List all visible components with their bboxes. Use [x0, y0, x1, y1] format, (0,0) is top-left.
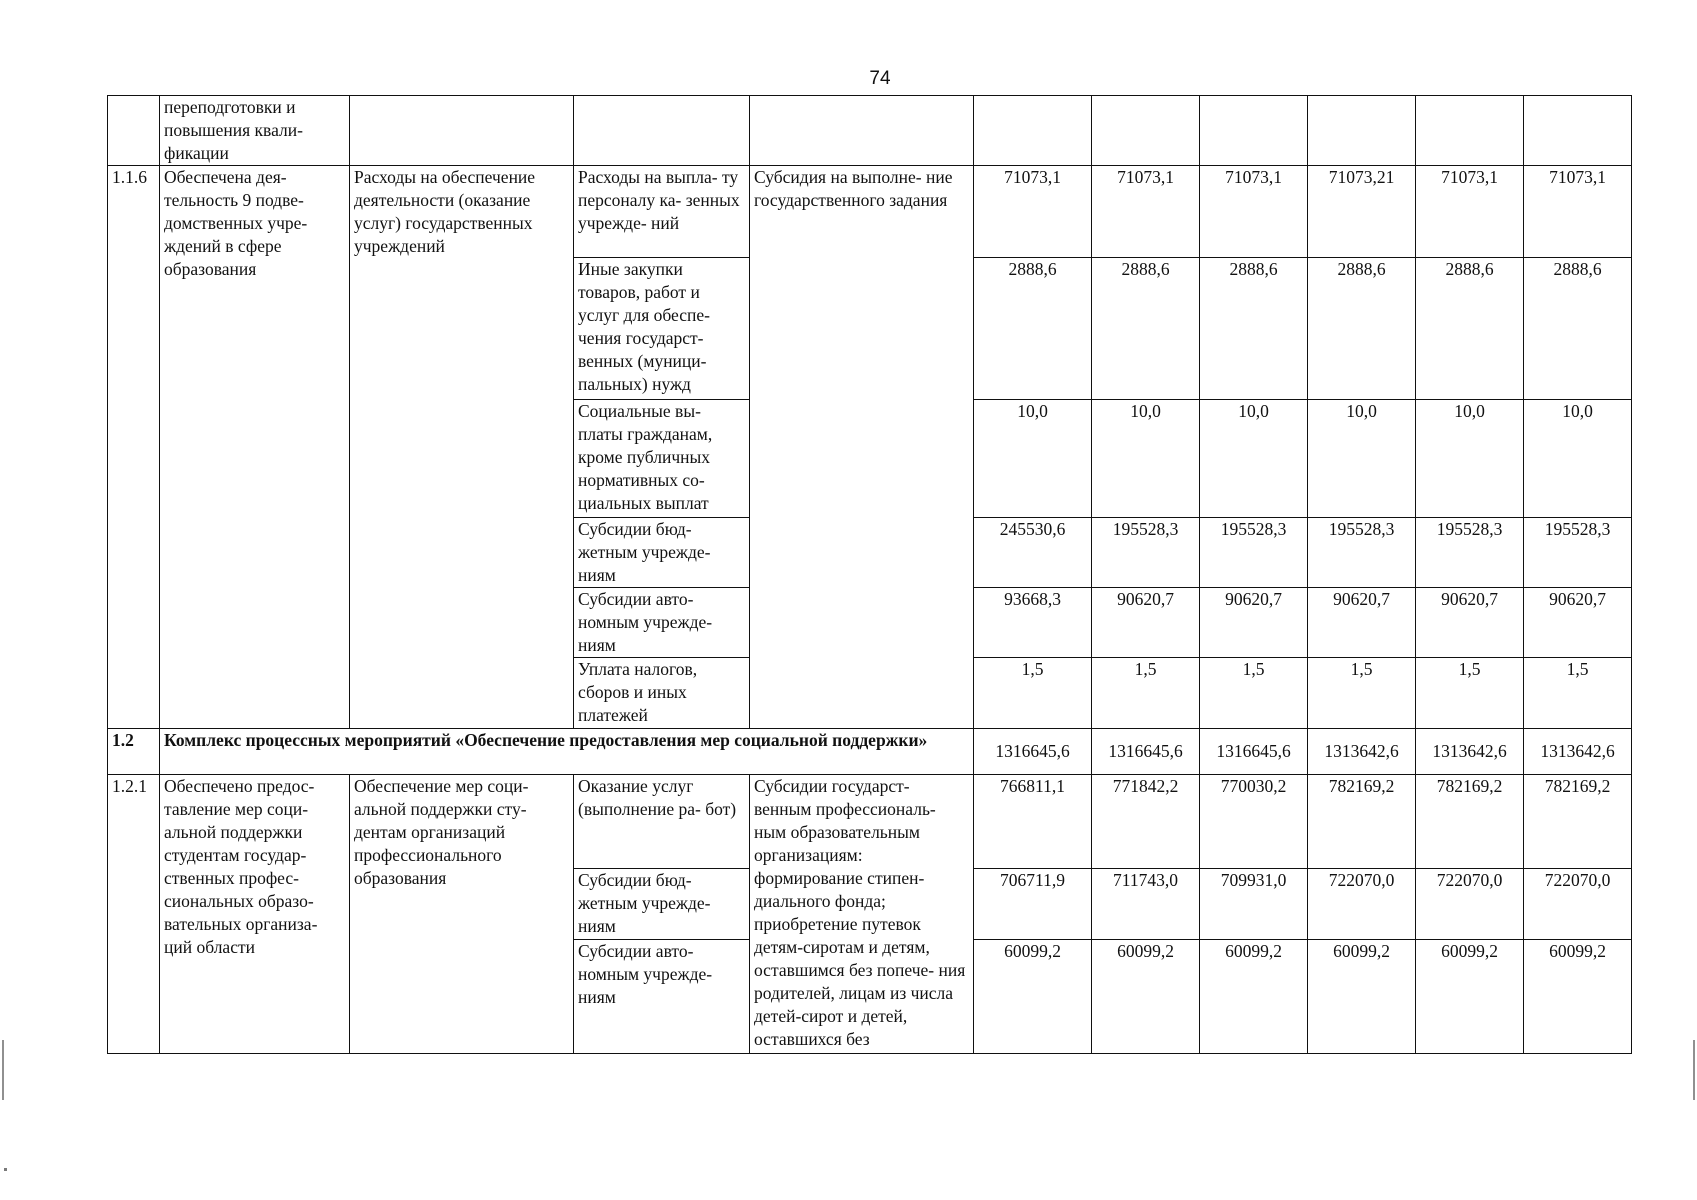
expense-type-cell: Субсидии бюд- жетным учрежде- ниям	[574, 869, 750, 940]
value-cell: 60099,2	[1200, 940, 1308, 1054]
measure-cell: Обеспечение мер соци- альной поддержки сту- дентам организаций профессионального образования	[350, 775, 574, 1054]
funding-cell: Субсидия на выполне- ние государственного задания	[750, 166, 974, 729]
expense-type-cell: Субсидии авто- номным учрежде- ниям	[574, 940, 750, 1054]
section-title-cell: Комплекс процессных мероприятий «Обеспечение предоставления мер социальной поддержки»	[160, 729, 974, 775]
expense-type-cell: Расходы на выпла- ту персоналу ка- зенных учрежде- ний	[574, 166, 750, 258]
name-cell: Обеспечено предос- тавление мер соци- альной поддержки студентам государ- ственных профес- сиональных образо- вательных организа- ций области	[160, 775, 350, 1054]
value-cell: 10,0	[1308, 400, 1416, 518]
value-cell: 71073,1	[1524, 166, 1632, 258]
value-cell: 2888,6	[1524, 258, 1632, 400]
value-cell: 782169,2	[1308, 775, 1416, 869]
num-cell: 1.1.6	[108, 166, 160, 729]
value-cell: 90620,7	[1092, 588, 1200, 658]
value-cell: 93668,3	[974, 588, 1092, 658]
expense-type-cell: Социальные вы- платы гражданам, кроме публичных нормативных со- циальных выплат	[574, 400, 750, 518]
value-cell: 2888,6	[1416, 258, 1524, 400]
value-cell: 60099,2	[1524, 940, 1632, 1054]
value-cell: 766811,1	[974, 775, 1092, 869]
page-number: 74	[869, 68, 891, 89]
value-cell: 90620,7	[1308, 588, 1416, 658]
value-cell: 770030,2	[1200, 775, 1308, 869]
section-value-cell: 1313642,6	[1524, 729, 1632, 775]
value-cell: 71073,1	[1200, 166, 1308, 258]
value-cell: 195528,3	[1308, 518, 1416, 588]
expense-type-cell: Уплата налогов, сборов и иных платежей	[574, 658, 750, 729]
value-cell: 60099,2	[1092, 940, 1200, 1054]
name-cell: переподготовки и повышения квали- фикации	[160, 96, 350, 166]
value-cell: 709931,0	[1200, 869, 1308, 940]
value-cell: 60099,2	[1416, 940, 1524, 1054]
scan-mark	[2, 1040, 4, 1100]
value-cell: 722070,0	[1416, 869, 1524, 940]
value-cell: 90620,7	[1524, 588, 1632, 658]
value-cell: 71073,1	[974, 166, 1092, 258]
value-cell: 706711,9	[974, 869, 1092, 940]
scan-mark	[1693, 1040, 1695, 1100]
section-value-cell: 1313642,6	[1308, 729, 1416, 775]
value-cell: 711743,0	[1092, 869, 1200, 940]
section-value-cell: 1316645,6	[974, 729, 1092, 775]
value-cell: 2888,6	[974, 258, 1092, 400]
name-cell: Обеспечена дея- тельность 9 подве- домственных учре- ждений в сфере образования	[160, 166, 350, 729]
value-cell: 10,0	[1092, 400, 1200, 518]
value-cell: 782169,2	[1524, 775, 1632, 869]
value-cell: 1,5	[1416, 658, 1524, 729]
value-cell: 771842,2	[1092, 775, 1200, 869]
value-cell: 195528,3	[1416, 518, 1524, 588]
scan-mark	[4, 1168, 7, 1171]
value-cell: 71073,1	[1092, 166, 1200, 258]
table-row	[108, 96, 1632, 166]
value-cell: 2888,6	[1308, 258, 1416, 400]
value-cell: 90620,7	[1200, 588, 1308, 658]
measure-cell: Расходы на обеспечение деятельности (оказание услуг) государственных учреждений	[350, 166, 574, 729]
value-cell: 60099,2	[1308, 940, 1416, 1054]
section-value-cell: 1316645,6	[1200, 729, 1308, 775]
value-cell: 71073,1	[1416, 166, 1524, 258]
value-cell: 195528,3	[1092, 518, 1200, 588]
value-cell: 245530,6	[974, 518, 1092, 588]
expense-type-cell: Субсидии бюд- жетным учрежде- ниям	[574, 518, 750, 588]
value-cell: 10,0	[1200, 400, 1308, 518]
value-cell: 2888,6	[1200, 258, 1308, 400]
table-row	[108, 775, 1632, 869]
value-cell: 10,0	[1524, 400, 1632, 518]
section-num-cell: 1.2	[108, 729, 160, 775]
expense-type-cell: Субсидии авто- номным учрежде- ниям	[574, 588, 750, 658]
value-cell: 782169,2	[1416, 775, 1524, 869]
value-cell: 10,0	[1416, 400, 1524, 518]
value-cell: 90620,7	[1416, 588, 1524, 658]
expense-type-cell: Иные закупки товаров, работ и услуг для обеспе- чения государст- венных (муници- пальных) нужд	[574, 258, 750, 400]
section-value-cell: 1316645,6	[1092, 729, 1200, 775]
value-cell: 722070,0	[1524, 869, 1632, 940]
value-cell: 1,5	[974, 658, 1092, 729]
value-cell: 1,5	[1524, 658, 1632, 729]
value-cell: 1,5	[1092, 658, 1200, 729]
value-cell: 71073,21	[1308, 166, 1416, 258]
section-row	[108, 729, 1632, 775]
value-cell: 722070,0	[1308, 869, 1416, 940]
budget-table	[107, 95, 1632, 1054]
expense-type-cell: Оказание услуг (выполнение ра- бот)	[574, 775, 750, 869]
value-cell: 2888,6	[1092, 258, 1200, 400]
section-value-cell: 1313642,6	[1416, 729, 1524, 775]
value-cell: 10,0	[974, 400, 1092, 518]
value-cell: 195528,3	[1524, 518, 1632, 588]
value-cell: 195528,3	[1200, 518, 1308, 588]
table-row	[108, 166, 1632, 258]
num-cell	[108, 96, 160, 166]
value-cell: 1,5	[1308, 658, 1416, 729]
value-cell: 1,5	[1200, 658, 1308, 729]
value-cell: 60099,2	[974, 940, 1092, 1054]
num-cell: 1.2.1	[108, 775, 160, 1054]
funding-cell: Субсидии государст- венным профессиональ- ным образовательным организациям: формирование стипен- диального фонда; приобретение путевок детям-сиротам и детям, оставшимся без попече- ния родителей, лицам из числа детей-сирот и детей, оставшихся без	[750, 775, 974, 1054]
